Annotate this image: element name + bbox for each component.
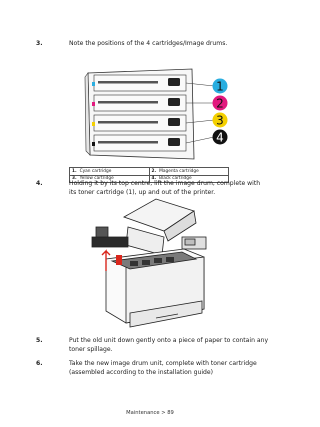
legend-row <box>70 168 229 176</box>
legend-cell: 3. Yellow cartridge <box>70 175 150 183</box>
marker-3 <box>213 113 228 128</box>
step-number: 3. <box>36 40 43 47</box>
step-number: 5. <box>36 337 43 344</box>
step-number: 4. <box>36 180 43 187</box>
svg-text:2: 2 <box>216 96 224 111</box>
step-number: 6. <box>36 360 43 367</box>
step-text: Holding it by its top centre, lift the image drum, complete with its toner cartridge (1), up and out of the printer. <box>69 180 261 196</box>
printer-drum-removal-illustration <box>86 197 218 332</box>
legend-cell: 2. Magenta cartridge <box>149 168 229 176</box>
cartridge-positions-illustration <box>82 63 234 163</box>
step-text: Note the positions of the 4 cartridges/Image drums. <box>69 40 228 47</box>
marker-1 <box>213 79 228 94</box>
step-text: Take the new image drum unit, complete with toner cartridge (assembled according to the installation guide) <box>69 360 257 376</box>
svg-text:1: 1 <box>216 79 224 94</box>
svg-text:3: 3 <box>216 113 224 128</box>
page-footer: Maintenance > 89 <box>126 410 174 416</box>
svg-text:4: 4 <box>216 130 224 145</box>
step-text: Put the old unit down gently onto a piece of paper to contain any toner spillage. <box>69 337 269 353</box>
legend-cell: 4. Black cartridge <box>149 175 229 183</box>
legend-cell: 1. Cyan cartridge <box>70 168 150 176</box>
marker-4 <box>213 130 228 145</box>
marker-2 <box>213 96 228 111</box>
